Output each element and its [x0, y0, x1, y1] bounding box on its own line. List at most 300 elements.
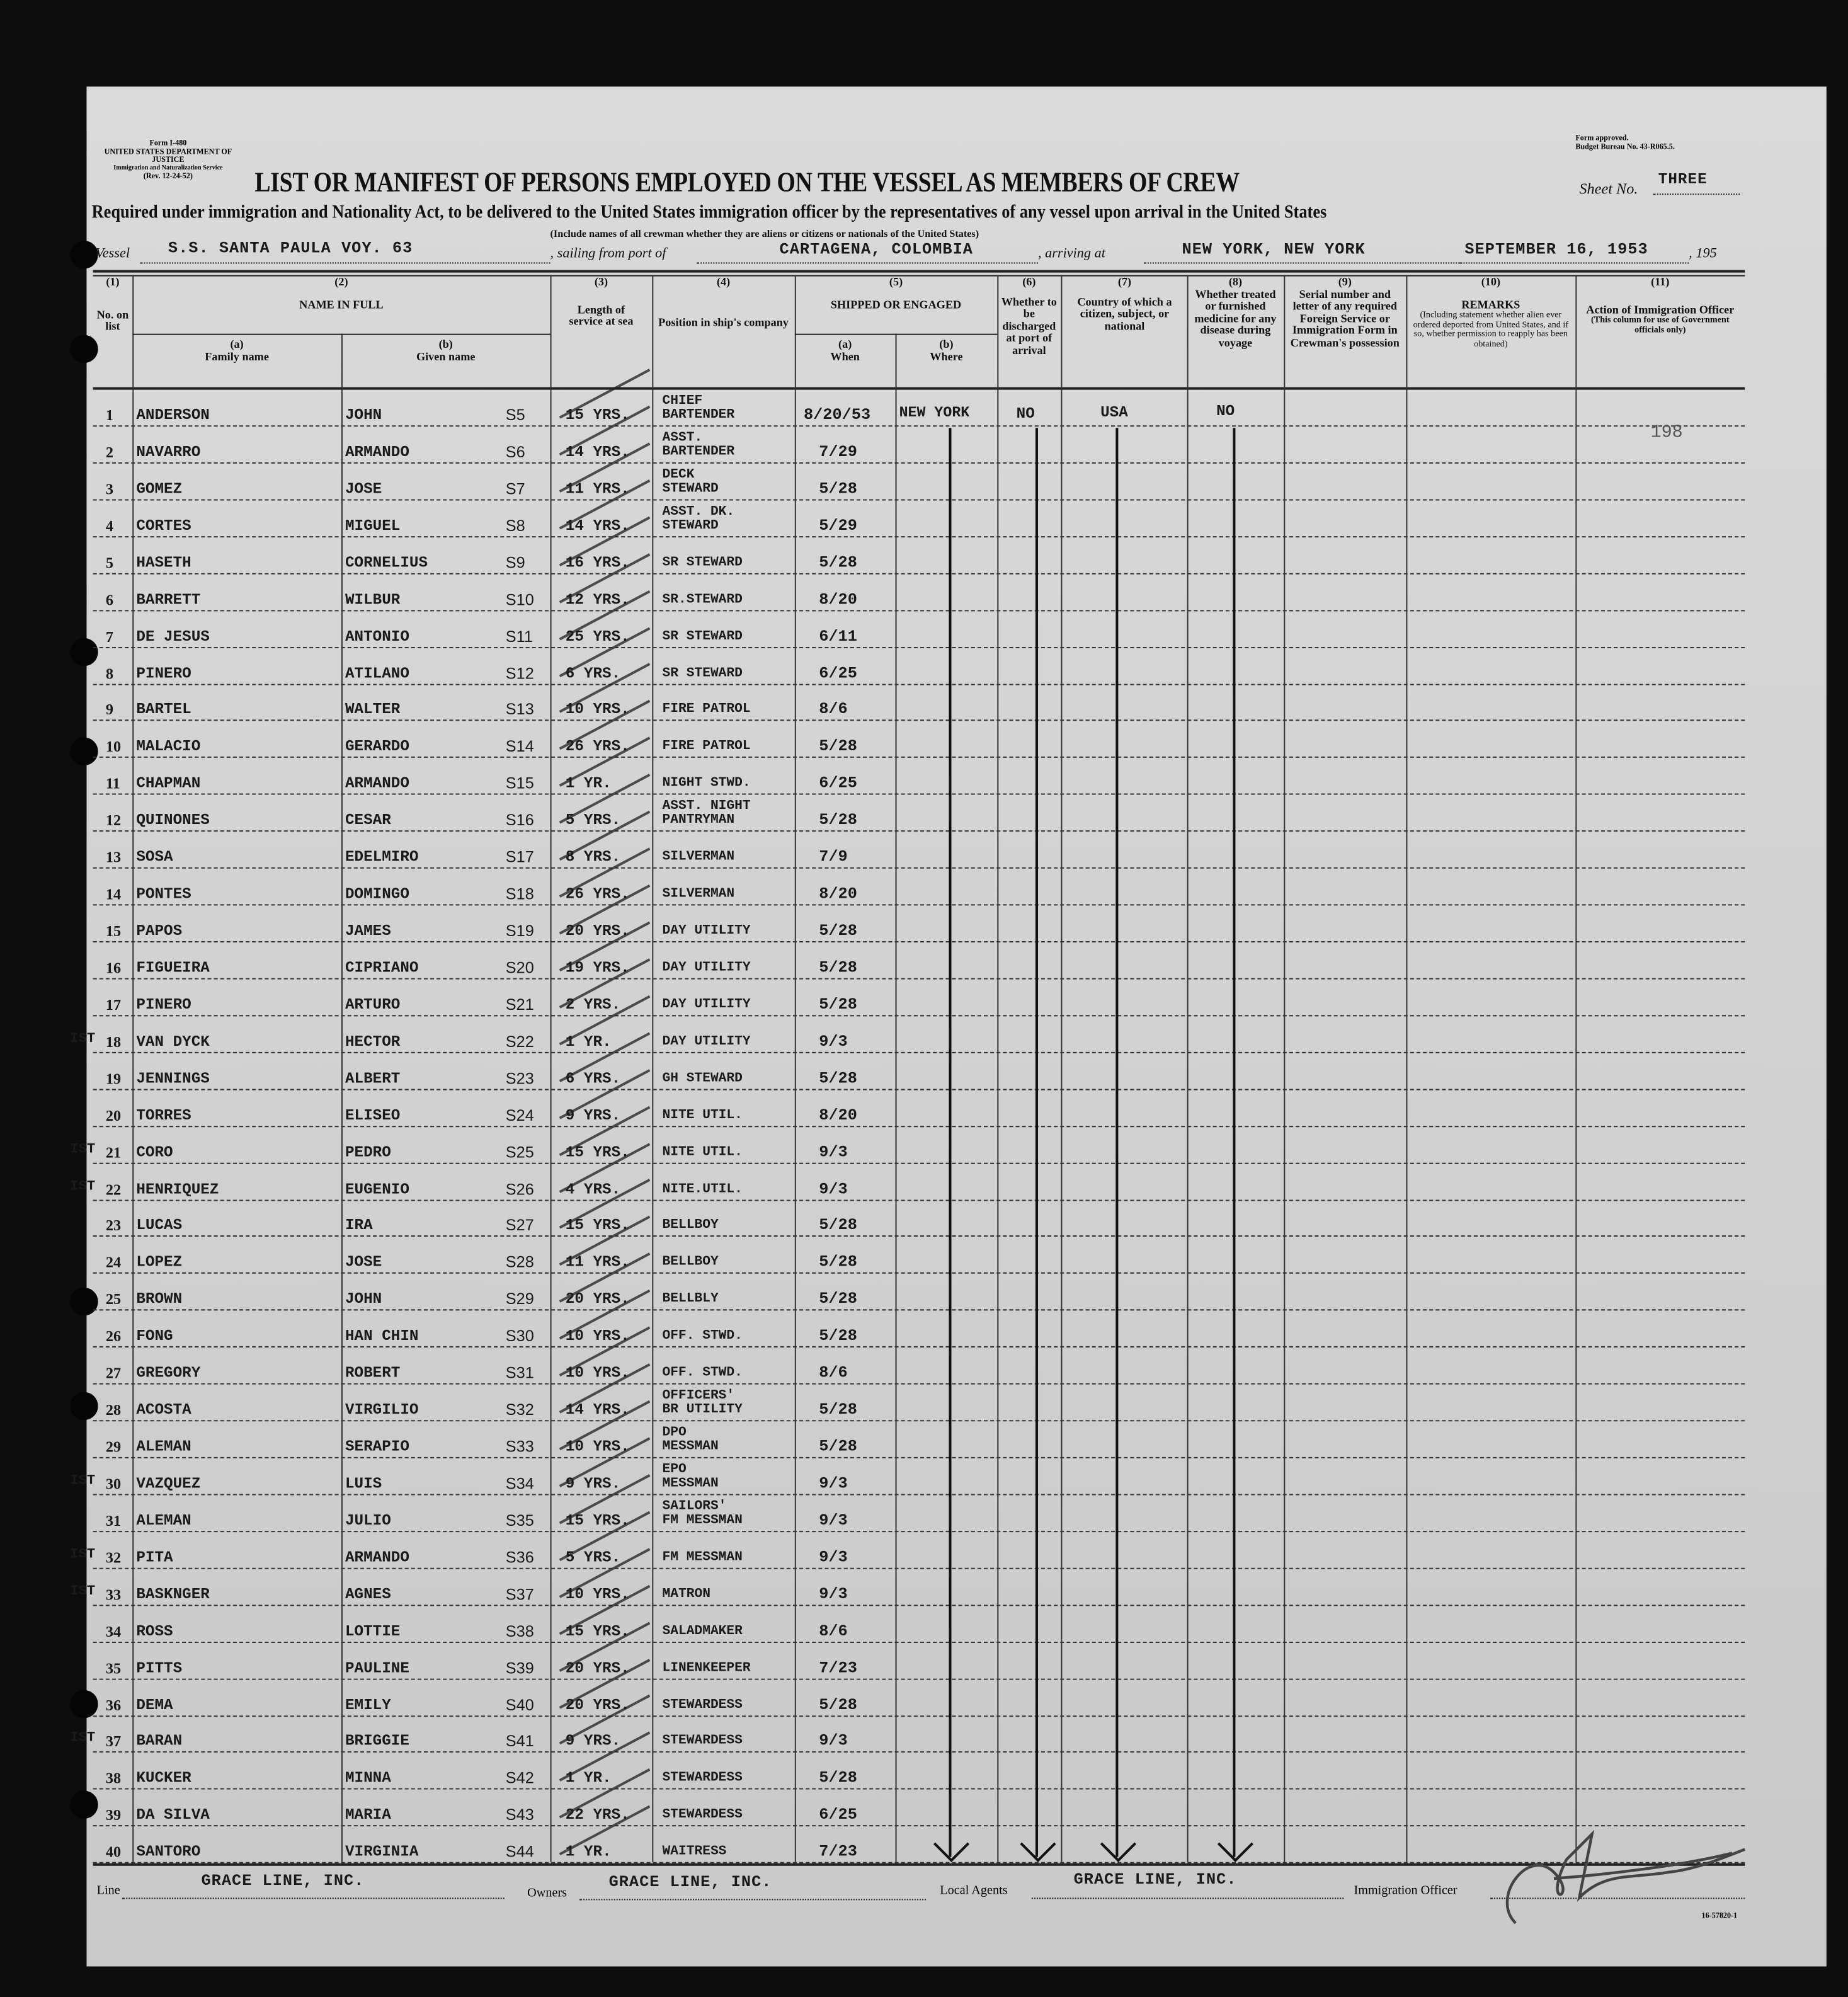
position-line: LINENKEEPER: [662, 1660, 751, 1676]
table-row: [93, 462, 1745, 501]
length-of-service: 5 YRS.: [565, 811, 621, 830]
length-of-service: 14 YRS.: [565, 517, 630, 535]
given-name: CORNELIUS: [345, 553, 428, 572]
shipped-when: 9/3: [819, 1475, 848, 1493]
table-row: [93, 536, 1745, 575]
position-line: OFFICERS': [662, 1388, 735, 1404]
row-number: 13: [105, 848, 122, 867]
length-of-service: 20 YRS.: [565, 922, 630, 941]
given-name: ATILANO: [345, 664, 409, 682]
crew-serial: S32: [505, 1401, 534, 1419]
given-name: JOHN: [345, 406, 382, 425]
family-name: SANTORO: [136, 1843, 201, 1862]
row-number: 12: [105, 811, 122, 830]
length-of-service: 5 YRS.: [565, 1548, 621, 1567]
revision: (Rev. 12-24-52): [143, 173, 193, 181]
col-header-officer-action: (11) Action of Immigration Officer (This column for use of Government officials only): [1586, 275, 1735, 335]
ditto-arrow: [1035, 428, 1038, 1857]
length-of-service: 15 YRS.: [565, 1622, 630, 1640]
position-line: NIGHT STWD.: [662, 775, 751, 792]
position-line: FM MESSMAN: [662, 1513, 743, 1528]
crew-serial: S40: [505, 1695, 534, 1714]
crew-serial: S10: [505, 590, 534, 609]
position-line: ASST. DK.: [662, 504, 735, 520]
given-name: JULIO: [345, 1511, 391, 1530]
shipped-when: 5/28: [819, 553, 857, 572]
family-name: PITTS: [136, 1659, 183, 1677]
crew-serial: S15: [505, 774, 534, 793]
length-of-service: 15 YRS.: [565, 1511, 630, 1530]
ditto-arrow: [1115, 428, 1118, 1857]
given-name: ROBERT: [345, 1364, 401, 1382]
row-number: 5: [105, 553, 113, 572]
row-number: 6: [105, 590, 113, 609]
col-header-serial-form: (9) Serial number and letter of any required Foreign Service or Immigration Form in Crewman's possession: [1290, 275, 1400, 348]
crew-serial: S31: [505, 1364, 534, 1382]
line-value: GRACE LINE, INC.: [201, 1872, 365, 1891]
row-number: 27: [105, 1364, 122, 1382]
shipped-when: 9/3: [819, 1732, 848, 1751]
length-of-service: 10 YRS.: [565, 1364, 630, 1382]
table-row: [70, 1567, 1745, 1606]
row-number: 16: [105, 959, 122, 977]
crew-serial: S7: [505, 479, 525, 498]
length-of-service: 11 YRS.: [565, 1254, 630, 1272]
position-in-company: [662, 1072, 742, 1086]
vessel-label: Vessel: [95, 246, 130, 261]
table-row: [93, 1273, 1745, 1311]
family-name: DEMA: [136, 1695, 173, 1714]
given-name: PAULINE: [345, 1659, 409, 1677]
position-in-company: [662, 1846, 726, 1860]
family-name: ALEMAN: [136, 1438, 191, 1456]
col-header-given-name: (b) Given name: [416, 337, 476, 363]
family-name: VAZQUEZ: [136, 1475, 201, 1493]
position-line: STEWARDESS: [662, 1697, 743, 1713]
position-in-company: [662, 1736, 742, 1749]
row-number: 7: [105, 627, 113, 646]
position-in-company: [662, 1662, 750, 1676]
sailing-from-field: CARTAGENA, COLOMBIA: [779, 241, 973, 259]
family-name: BROWN: [136, 1290, 183, 1308]
crew-serial: S43: [505, 1806, 534, 1824]
family-name: PINERO: [136, 995, 191, 1014]
length-of-service: 12 YRS.: [565, 590, 630, 609]
shipped-when: 5/28: [819, 811, 857, 830]
where-new-york: NEW YORK: [899, 404, 970, 422]
row-number: 38: [105, 1769, 122, 1788]
given-name: ANTONIO: [345, 627, 409, 646]
col-header-where: (b) Where: [930, 337, 963, 363]
crew-serial: S23: [505, 1069, 534, 1087]
col-header-medicine: (8) Whether treated or furnished medicine for any disease during voyage: [1194, 275, 1277, 348]
shipped-when: 7/29: [819, 443, 857, 461]
table-row: [93, 1383, 1745, 1422]
shipped-when: 9/3: [819, 1180, 848, 1198]
given-name: JOSE: [345, 479, 382, 498]
position-line: DAY UTILITY: [662, 960, 751, 976]
length-of-service: 6 YRS.: [565, 664, 621, 682]
position-in-company: [662, 1035, 750, 1049]
position-in-company: [662, 1625, 742, 1639]
position-line: FM MESSMAN: [662, 1550, 743, 1565]
family-name: BARTEL: [136, 701, 191, 719]
given-name: JOSE: [345, 1254, 382, 1272]
position-in-company: [662, 1551, 742, 1565]
position-in-company: [662, 1330, 742, 1344]
position-line: FIRE PATROL: [662, 739, 751, 755]
position-line: PANTRYMAN: [662, 813, 735, 828]
position-line: EPO: [662, 1462, 687, 1478]
ditto-arrow: [1233, 428, 1235, 1857]
position-in-company: [662, 1220, 718, 1233]
length-of-service: 6 YRS.: [565, 1069, 621, 1087]
position-in-company: [662, 432, 734, 459]
vessel-field: S.S. SANTA PAULA VOY. 63: [168, 239, 413, 258]
given-name: PEDRO: [345, 1143, 391, 1161]
sailing-label: , sailing from port of: [550, 246, 666, 261]
shipped-when: 7/23: [819, 1659, 857, 1677]
table-row: [93, 1310, 1745, 1348]
crew-serial: S27: [505, 1216, 534, 1235]
owners-label: Owners: [527, 1886, 568, 1901]
length-of-service: 1 YR.: [565, 1769, 612, 1788]
position-line: SR STEWARD: [662, 665, 743, 681]
length-of-service: 9 YRS.: [565, 1732, 621, 1751]
family-name: BARRETT: [136, 590, 201, 609]
length-of-service: 9 YRS.: [565, 1475, 621, 1493]
given-name: GERARDO: [345, 738, 409, 756]
table-row: [93, 1641, 1745, 1679]
table-row: [93, 720, 1745, 758]
col-header-when: (a) When: [830, 337, 860, 363]
row-number: 21: [105, 1143, 122, 1161]
length-of-service: 2 YRS.: [565, 995, 621, 1014]
row-number: 3: [105, 479, 113, 498]
row-number: 34: [105, 1622, 122, 1640]
crew-serial: S6: [505, 443, 525, 461]
family-name: VAN DYCK: [136, 1033, 210, 1051]
shipped-when: 5/28: [819, 959, 857, 977]
length-of-service: 9 YRS.: [565, 1106, 621, 1124]
position-line: SALADMAKER: [662, 1623, 743, 1639]
table-row: [70, 1715, 1745, 1753]
row-number: 39: [105, 1806, 122, 1824]
shipped-when: 8/20: [819, 1106, 857, 1124]
given-name: MIGUEL: [345, 517, 401, 535]
position-line: NITE UTIL.: [662, 1107, 743, 1123]
position-in-company: [662, 395, 734, 423]
crew-serial: S35: [505, 1511, 534, 1530]
shipped-when: 9/3: [819, 1511, 848, 1530]
family-name: CHAPMAN: [136, 774, 201, 793]
col-header-name: (2) NAME IN FULL: [299, 275, 384, 311]
shipped-when: 5/28: [819, 1438, 857, 1456]
length-of-service: 10 YRS.: [565, 1327, 630, 1346]
family-name: CORTES: [136, 517, 191, 535]
table-row: [93, 1346, 1745, 1385]
given-name: WALTER: [345, 701, 401, 719]
row-number: 35: [105, 1659, 122, 1677]
row-number: 24: [105, 1254, 122, 1272]
table-row: [93, 1752, 1745, 1790]
family-name: HENRIQUEZ: [136, 1180, 219, 1198]
shipped-when: 5/28: [819, 922, 857, 941]
row-number: 20: [105, 1106, 122, 1124]
table-row: [93, 684, 1745, 722]
position-line: STEWARDESS: [662, 1734, 743, 1749]
position-line: ASST.: [662, 430, 703, 446]
position-in-company: [662, 1146, 742, 1160]
col-header-remarks: (10) REMARKS (Including statement whether alien ever ordered deported from United States, and if so, whether permission to reapply has been obtained): [1413, 275, 1569, 348]
given-name: ARMANDO: [345, 1548, 409, 1567]
row-number: 32: [105, 1548, 122, 1567]
country-value: USA: [1100, 403, 1128, 422]
shipped-when: 6/25: [819, 664, 857, 682]
local-agents-value: GRACE LINE, INC.: [1073, 1870, 1237, 1889]
given-name: ARMANDO: [345, 774, 409, 793]
given-name: CESAR: [345, 811, 391, 830]
table-row: [70, 1015, 1745, 1053]
crew-serial: S42: [505, 1769, 534, 1788]
family-name: FIGUEIRA: [136, 959, 210, 977]
shipped-when: 8/20: [819, 885, 857, 903]
shipped-when: 5/28: [819, 1327, 857, 1346]
position-line: DAY UTILITY: [662, 1034, 751, 1050]
given-name: SERAPIO: [345, 1438, 409, 1456]
row-number: 30: [105, 1475, 122, 1493]
approved-text: Form approved.: [1575, 135, 1629, 143]
position-in-company: [662, 998, 750, 1012]
position-line: NITE UTIL.: [662, 1144, 743, 1160]
shipped-when: 6/25: [819, 774, 857, 793]
row-number: 31: [105, 1511, 122, 1530]
form-agency-block: [92, 140, 245, 181]
position-in-company: [662, 800, 750, 828]
position-in-company: [662, 1293, 718, 1307]
length-of-service: 10 YRS.: [565, 701, 630, 719]
ditto-arrow: [949, 428, 951, 1857]
row-number: 17: [105, 995, 122, 1014]
medicine-value: NO: [1216, 402, 1235, 421]
position-line: OFF. STWD.: [662, 1365, 743, 1381]
shipped-when: 8/6: [819, 701, 848, 719]
position-in-company: [662, 1182, 742, 1196]
length-of-service: 14 YRS.: [565, 1401, 630, 1419]
family-name: LOPEZ: [136, 1254, 183, 1272]
given-name: MARIA: [345, 1806, 391, 1824]
crew-serial: S21: [505, 995, 534, 1014]
budget-number: Budget Bureau No. 43-R065.5.: [1575, 143, 1675, 151]
row-number: 2: [105, 443, 113, 461]
position-line: MATRON: [662, 1586, 710, 1602]
crew-serial: S9: [505, 553, 525, 572]
position-in-company: [662, 556, 742, 570]
position-line: MESSMAN: [662, 1476, 719, 1492]
row-number: 25: [105, 1290, 122, 1308]
length-of-service: 15 YRS.: [565, 1143, 630, 1161]
shipped-when: 7/9: [819, 848, 848, 867]
position-in-company: [662, 1109, 742, 1123]
row-number: 9: [105, 701, 113, 719]
position-in-company: [662, 1463, 718, 1491]
table-row: [93, 757, 1745, 795]
col-header-shipped: (5) SHIPPED OR ENGAGED: [830, 275, 962, 311]
length-of-service: 14 YRS.: [565, 443, 630, 461]
given-name: LOTTIE: [345, 1622, 401, 1640]
length-of-service: 1 YR.: [565, 774, 612, 793]
col-header-length: (3) Length of service at sea: [569, 275, 634, 328]
given-name: ARTURO: [345, 995, 401, 1014]
length-of-service: 1 YR.: [565, 1033, 612, 1051]
shipped-when: 9/3: [819, 1585, 848, 1603]
shipped-when: 5/29: [819, 517, 857, 535]
given-name: DOMINGO: [345, 885, 409, 903]
given-name: EMILY: [345, 1695, 391, 1714]
row-number: 37: [105, 1732, 122, 1751]
family-name: GOMEZ: [136, 479, 183, 498]
family-name: ALEMAN: [136, 1511, 191, 1530]
table-row: [93, 978, 1745, 1016]
position-in-company: [662, 1500, 742, 1528]
officer-note: 198: [1650, 423, 1683, 443]
given-name: CIPRIANO: [345, 959, 419, 977]
length-of-service: 4 YRS.: [565, 1180, 621, 1198]
crew-serial: S41: [505, 1732, 534, 1751]
sheet-label: Sheet No.: [1579, 180, 1638, 198]
length-of-service: 10 YRS.: [565, 1585, 630, 1603]
crew-serial: S30: [505, 1327, 534, 1346]
owners-value: GRACE LINE, INC.: [608, 1873, 772, 1892]
position-line: NITE.UTIL.: [662, 1181, 743, 1197]
position-line: STEWARD: [662, 518, 719, 534]
first-trip-mark: IST: [70, 1031, 96, 1047]
table-row: [93, 904, 1745, 942]
crew-serial: S12: [505, 664, 534, 682]
length-of-service: 15 YRS.: [565, 406, 630, 425]
shipped-when: 5/28: [819, 995, 857, 1014]
table-row: [70, 1457, 1745, 1496]
crew-serial: S37: [505, 1585, 534, 1603]
sheet-number: THREE: [1658, 170, 1708, 189]
position-line: BR UTILITY: [662, 1402, 743, 1418]
crew-serial: S16: [505, 811, 534, 830]
shipped-when: 5/28: [819, 1401, 857, 1419]
year-suffix: , 195: [1689, 246, 1717, 261]
position-in-company: [662, 1390, 742, 1417]
table-row: [93, 1089, 1745, 1127]
position-line: BARTENDER: [662, 407, 735, 423]
length-of-service: 20 YRS.: [565, 1290, 630, 1308]
length-of-service: 11 YRS.: [565, 479, 630, 498]
family-name: BASKNGER: [136, 1585, 210, 1603]
row-number: 19: [105, 1069, 122, 1087]
crew-serial: S29: [505, 1290, 534, 1308]
length-of-service: 26 YRS.: [565, 738, 630, 756]
table-row: [70, 1125, 1745, 1164]
position-in-company: [662, 961, 750, 975]
shipped-when: 7/23: [819, 1843, 857, 1862]
position-line: BELLBOY: [662, 1218, 719, 1233]
row-number: 22: [105, 1180, 122, 1198]
length-of-service: 25 YRS.: [565, 627, 630, 646]
table-row: [93, 646, 1745, 685]
row-number: 40: [105, 1843, 122, 1862]
shipped-when: 5/28: [819, 1216, 857, 1235]
crew-serial: S19: [505, 922, 534, 941]
shipped-when: 9/3: [819, 1033, 848, 1051]
family-name: PAPOS: [136, 922, 183, 941]
crew-serial: S5: [505, 406, 525, 425]
immigration-officer-label: Immigration Officer: [1354, 1884, 1457, 1898]
crew-serial: S24: [505, 1106, 534, 1124]
col-header-position: (4) Position in ship's company: [658, 275, 789, 328]
position-in-company: [662, 851, 734, 865]
table-row: [70, 1531, 1745, 1569]
family-name: QUINONES: [136, 811, 210, 830]
service: Immigration and Naturalization Service: [113, 164, 223, 171]
shipped-when: 9/3: [819, 1143, 848, 1161]
family-name: MALACIO: [136, 738, 201, 756]
shipped-when: 5/28: [819, 1769, 857, 1788]
position-in-company: [662, 667, 742, 680]
position-line: DAY UTILITY: [662, 997, 751, 1012]
shipped-when: 6/11: [819, 627, 857, 646]
shipped-when: 6/25: [819, 1806, 857, 1824]
length-of-service: 20 YRS.: [565, 1659, 630, 1677]
given-name: JOHN: [345, 1290, 382, 1308]
length-of-service: 19 YRS.: [565, 959, 630, 977]
position-line: SR STEWARD: [662, 628, 743, 644]
length-of-service: 22 YRS.: [565, 1806, 630, 1824]
row-number: 33: [105, 1585, 122, 1603]
row-number: 36: [105, 1695, 122, 1714]
given-name: AGNES: [345, 1585, 391, 1603]
row-number: 23: [105, 1216, 122, 1235]
shipped-when: 5/28: [819, 738, 857, 756]
family-name: NAVARRO: [136, 443, 201, 461]
table-row: [93, 1605, 1745, 1643]
position-line: DECK: [662, 467, 695, 483]
include-note: (Include names of all crewman whether they are aliens or citizens or nationals of the United States): [550, 227, 979, 240]
print-code: 16-57820-1: [1701, 1913, 1738, 1921]
table-row: [93, 1420, 1745, 1458]
first-trip-mark: IST: [70, 1142, 96, 1157]
length-of-service: 26 YRS.: [565, 885, 630, 903]
crew-serial: S18: [505, 885, 534, 903]
position-in-company: [662, 1809, 742, 1822]
position-line: FIRE PATROL: [662, 702, 751, 718]
position-line: SAILORS': [662, 1499, 727, 1514]
table-row: [93, 1199, 1745, 1237]
crew-serial: S13: [505, 701, 534, 719]
position-line: SILVERMAN: [662, 886, 735, 902]
given-name: EDELMIRO: [345, 848, 419, 867]
subtitle: Required under immigration and Nationality Act, to be delivered to the United States immigration officer by the representatives of any vessel upon arrival in the United States: [91, 202, 1327, 223]
position-in-company: [662, 925, 750, 939]
first-trip-mark: IST: [70, 1547, 96, 1563]
position-line: CHIEF: [662, 393, 703, 409]
crew-serial: S8: [505, 517, 525, 535]
given-name: HECTOR: [345, 1033, 401, 1051]
length-of-service: 1 YR.: [565, 1843, 612, 1862]
length-of-service: 8 YRS.: [565, 848, 621, 867]
row-number: 10: [105, 738, 122, 756]
given-name: WILBUR: [345, 590, 401, 609]
length-of-service: 10 YRS.: [565, 1438, 630, 1456]
shipped-when: 8/20: [819, 590, 857, 609]
family-name: LUCAS: [136, 1216, 183, 1235]
